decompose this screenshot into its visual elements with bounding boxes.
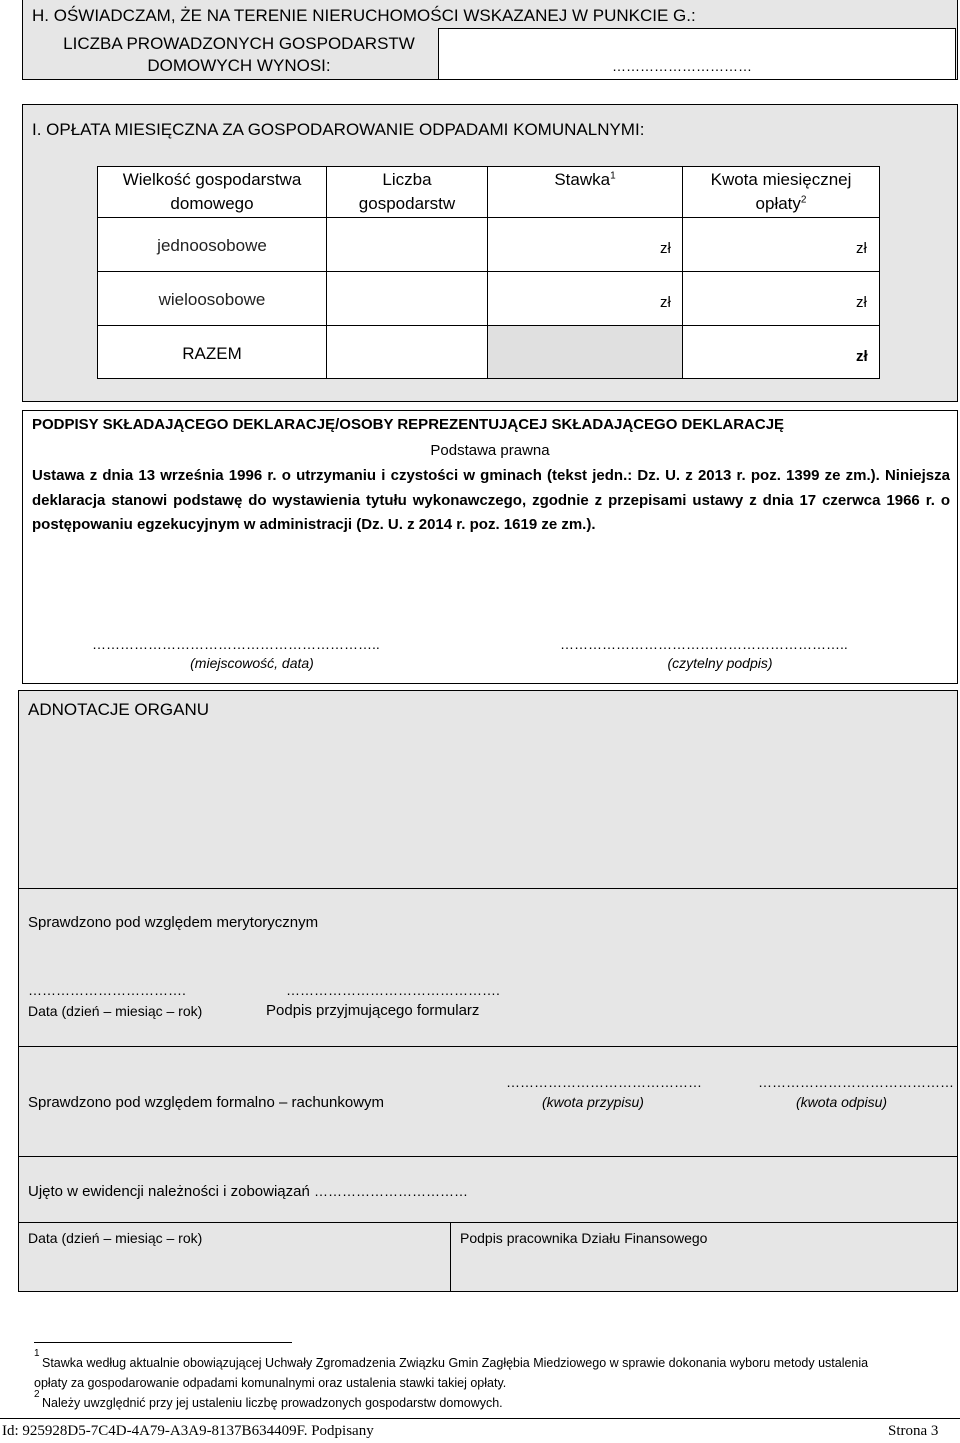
row-total-rate-disabled bbox=[487, 325, 683, 379]
header-rate-label bbox=[487, 170, 683, 190]
charge-amount-label: (kwota przypisu) bbox=[542, 1094, 644, 1110]
row-single-rate-unit: zł bbox=[660, 240, 671, 257]
signature-dots[interactable]: …………………………………………………….. bbox=[560, 636, 848, 652]
row-total-label: RAZEM bbox=[182, 344, 242, 363]
households-count-dots: ………………………… bbox=[612, 58, 752, 74]
merit-date-label: Data (dzień – miesiąc – rok) bbox=[28, 1003, 203, 1019]
signatures-title: PODPISY SKŁADAJĄCEGO DEKLARACJĘ/OSOBY REPREZENTUJĄCEJ SKŁADAJĄCEGO DEKLARACJĘ bbox=[32, 416, 785, 433]
charge-amount-dots: …………………………………… bbox=[506, 1074, 702, 1090]
footnote-ref-1: 1 bbox=[610, 170, 616, 182]
header-monthly-fee-line2: opłaty bbox=[755, 194, 801, 213]
page-footer-rule bbox=[0, 1418, 960, 1419]
row-total-count-field[interactable] bbox=[326, 325, 488, 379]
finance-signature-label: Podpis pracownika Działu Finansowego bbox=[460, 1230, 708, 1246]
row-multi-rate-unit: zł bbox=[660, 294, 671, 311]
ledger-dots: …………………………… bbox=[314, 1183, 468, 1199]
legal-basis-heading: Podstawa prawna bbox=[430, 442, 550, 459]
header-household-count-line2: gospodarstw bbox=[358, 194, 456, 213]
writeoff-amount-dots: …………………………………… bbox=[758, 1074, 954, 1090]
row-multi-amount-field[interactable] bbox=[682, 271, 880, 326]
header-household-size-line1: Wielkość gospodarstwa bbox=[122, 170, 302, 189]
receiver-signature-label: Podpis przyjmującego formularz bbox=[266, 1002, 480, 1019]
header-household-count-line1: Liczba bbox=[382, 170, 432, 189]
footnote-separator bbox=[34, 1342, 292, 1343]
authority-divider-2 bbox=[18, 1046, 958, 1047]
receiver-signature-dots: ………………………………………. bbox=[286, 982, 500, 998]
row-multi-label: wieloosobowe bbox=[158, 290, 266, 309]
merit-date-dots: ……………………………. bbox=[28, 982, 186, 998]
footnote-1-line1: Stawka według aktualnie obowiązującej Uchwały Zgromadzenia Związku Gmin Zagłębia Miedziowego w sprawie dokonania wyboru metody ustalenia bbox=[42, 1356, 869, 1370]
place-date-label: (miejscowość, data) bbox=[190, 655, 314, 671]
legal-basis-text: Ustawa z dnia 13 września 1996 r. o utrzymaniu i czystości w gminach (tekst jedn.: Dz. U. z 2013 r. poz. 1399 ze zm.). Niniejsza deklaracja stanowi podstawę do wystawienia tytułu wykonawczego, zgodnie z przepisami ustawy z dnia 17 czerwca 1966 r. o postępowaniu egzekucyjnym w administracji (Dz. U. z 2014 r. poz. 1619 ze zm.). bbox=[32, 467, 950, 533]
header-household-size-line2: domowego bbox=[170, 194, 254, 213]
row-multi-rate-field[interactable] bbox=[487, 271, 683, 326]
households-count-label-line1: LICZBA PROWADZONYCH GOSPODARSTW bbox=[63, 34, 415, 53]
authority-divider-4 bbox=[18, 1222, 958, 1223]
ledger-label bbox=[28, 1183, 468, 1200]
formal-check-label: Sprawdzono pod względem formalno – rachunkowym bbox=[28, 1094, 385, 1111]
footnote-1-line2: opłaty za gospodarowanie odpadami komunalnymi oraz ustalenia stawki takiej opłaty. bbox=[34, 1376, 507, 1390]
row-multi-amount-unit: zł bbox=[856, 294, 867, 311]
signature-label: (czytelny podpis) bbox=[667, 655, 773, 671]
row-single-rate-field[interactable] bbox=[487, 217, 683, 272]
section-h-title: H. OŚWIADCZAM, ŻE NA TERENIE NIERUCHOMOŚCI WSKAZANEJ W PUNKCIE G.: bbox=[32, 6, 696, 25]
merit-check-label: Sprawdzono pod względem merytorycznym bbox=[28, 914, 319, 931]
page-number: Strona 3 bbox=[888, 1423, 939, 1439]
writeoff-amount-label: (kwota odpisu) bbox=[796, 1094, 888, 1110]
row-single-amount-unit: zł bbox=[856, 240, 867, 257]
header-monthly-fee-line2-wrap bbox=[682, 194, 880, 214]
row-total-amount-unit: zł bbox=[856, 348, 868, 365]
header-monthly-fee-line1: Kwota miesięcznej bbox=[710, 170, 852, 189]
row-multi-count-field[interactable] bbox=[326, 271, 488, 326]
households-count-label-line2: DOMOWYCH WYNOSI: bbox=[147, 56, 331, 75]
row-total-amount-field[interactable] bbox=[682, 325, 880, 379]
footnote-2-text: Należy uwzględnić przy jej ustaleniu liczbę prowadzonych gospodarstw domowych. bbox=[42, 1396, 503, 1410]
authority-divider-1 bbox=[18, 888, 958, 889]
footnote-1-number: 1 bbox=[34, 1348, 40, 1359]
row-single-count-field[interactable] bbox=[326, 217, 488, 272]
row-single-label: jednoosobowe bbox=[157, 236, 267, 255]
footnote-2-number: 2 bbox=[34, 1389, 40, 1400]
place-date-dots: …………………………………………………….. bbox=[92, 636, 380, 652]
authority-title: ADNOTACJE ORGANU bbox=[28, 700, 210, 719]
authority-divider-3 bbox=[18, 1156, 958, 1157]
header-rate-text: Stawka bbox=[554, 170, 611, 189]
section-i-title: I. OPŁATA MIESIĘCZNA ZA GOSPODAROWANIE ODPADAMI KOMUNALNYMI: bbox=[32, 120, 645, 139]
authority-vertical-divider bbox=[450, 1222, 451, 1292]
footer-date-label: Data (dzień – miesiąc – rok) bbox=[28, 1230, 203, 1246]
row-single-amount-field[interactable] bbox=[682, 217, 880, 272]
ledger-text: Ujęto w ewidencji należności i zobowiązań bbox=[28, 1183, 310, 1200]
document-id: Id: 925928D5-7C4D-4A79-A3A9-8137B634409F. Podpisany bbox=[2, 1423, 374, 1439]
footnote-ref-2: 2 bbox=[800, 194, 807, 206]
